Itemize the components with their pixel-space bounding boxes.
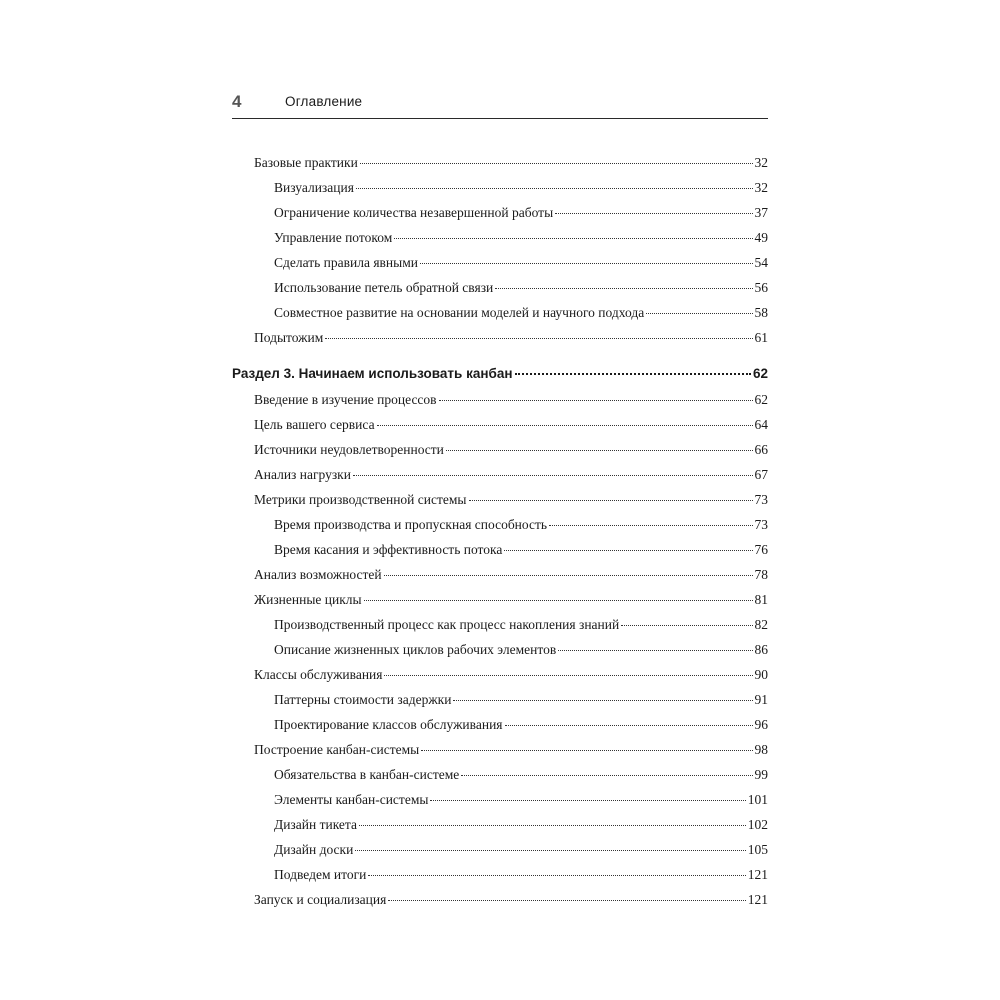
toc-entry-title: Дизайн тикета [274, 817, 357, 832]
dot-leader [446, 450, 753, 451]
toc-entry-page: 82 [754, 617, 768, 632]
toc-entry [254, 155, 768, 177]
toc-entry [274, 692, 768, 714]
toc-entry-page: 91 [754, 692, 768, 707]
toc-entry [274, 617, 768, 639]
dot-leader [368, 875, 745, 876]
toc-entry-title: Подытожим [254, 330, 324, 345]
toc-entry-page: 32 [754, 155, 768, 170]
dot-leader [359, 825, 746, 826]
toc-entry [274, 842, 768, 864]
toc-entry-page: 67 [754, 467, 768, 482]
dot-leader [504, 550, 752, 551]
toc-entry-page: 76 [754, 542, 768, 557]
toc-entry-page: 101 [747, 792, 768, 807]
toc-entry-title: Совместное развитие на основании моделей и научного подхода [274, 305, 645, 320]
toc-entry-page: 73 [754, 517, 768, 532]
toc-entry-page: 49 [754, 230, 768, 245]
toc-entry-page: 58 [754, 305, 768, 320]
toc-entry-title: Проектирование классов обслуживания [274, 717, 503, 732]
toc-entry-title: Подведем итоги [274, 867, 367, 882]
toc-entry [274, 230, 768, 252]
toc-entry-page: 37 [754, 205, 768, 220]
toc-entry [274, 792, 768, 814]
toc-entry-title: Паттерны стоимости задержки [274, 692, 452, 707]
dot-leader [515, 373, 751, 375]
toc-entry [274, 180, 768, 202]
toc-entry-page: 105 [747, 842, 768, 857]
toc-entry-title: Запуск и социализация [254, 892, 387, 907]
toc-entry-title: Сделать правила явными [274, 255, 418, 270]
dot-leader [364, 600, 753, 601]
toc-entry-page: 81 [754, 592, 768, 607]
toc-entry-page: 90 [754, 667, 768, 682]
running-head-title: Оглавление [285, 94, 363, 109]
toc-entry [254, 417, 768, 439]
dot-leader [388, 900, 745, 901]
toc-entry [254, 592, 768, 614]
toc-entry-page: 96 [754, 717, 768, 732]
dot-leader [421, 750, 752, 751]
toc-entry [254, 567, 768, 589]
toc-section-heading [232, 366, 768, 388]
toc-entry-page: 102 [747, 817, 768, 832]
dot-leader [325, 338, 752, 339]
toc-entry-title: Источники неудовлетворенности [254, 442, 444, 457]
toc-entry-page: 61 [754, 330, 768, 345]
toc-entry-title: Построение канбан-системы [254, 742, 420, 757]
dot-leader [555, 213, 752, 214]
dot-leader [646, 313, 752, 314]
toc-entry [274, 642, 768, 664]
running-head [232, 92, 768, 119]
toc-entry [274, 205, 768, 227]
dot-leader [355, 850, 745, 851]
dot-leader [469, 500, 753, 501]
toc-entry-title: Управление потоком [274, 230, 393, 245]
toc-entry-title: Анализ нагрузки [254, 467, 351, 482]
dot-leader [549, 525, 752, 526]
toc-entry-page: 121 [747, 867, 768, 882]
dot-leader [420, 263, 753, 264]
toc-entry [274, 255, 768, 277]
toc-entry-title: Визуализация [274, 180, 354, 195]
toc-entry-title: Базовые практики [254, 155, 358, 170]
dot-leader [453, 700, 752, 701]
toc-entry [274, 717, 768, 739]
toc-entry-title: Цель вашего сервиса [254, 417, 375, 432]
dot-leader [356, 188, 753, 189]
toc-entry [254, 742, 768, 764]
toc-entry-title: Описание жизненных циклов рабочих элементов [274, 642, 557, 657]
toc-entry-title: Обязательства в канбан-системе [274, 767, 460, 782]
toc-entry-page: 62 [752, 366, 768, 381]
toc-entry-page: 62 [754, 392, 768, 407]
dot-leader [621, 625, 752, 626]
dot-leader [495, 288, 752, 289]
toc-entry-title: Дизайн доски [274, 842, 354, 857]
toc-entry-title: Использование петель обратной связи [274, 280, 494, 295]
toc-entry-page: 56 [754, 280, 768, 295]
toc-entry [254, 330, 768, 352]
toc-entry-page: 32 [754, 180, 768, 195]
toc-entry [274, 867, 768, 889]
dot-leader [505, 725, 753, 726]
dot-leader [461, 775, 752, 776]
toc-entry-page: 121 [747, 892, 768, 907]
dot-leader [558, 650, 752, 651]
toc-entry-page: 66 [754, 442, 768, 457]
toc-entry-title: Ограничение количества незавершенной работы [274, 205, 554, 220]
toc-entry [254, 392, 768, 414]
toc-entry-title: Анализ возможностей [254, 567, 382, 582]
toc-entry-title: Раздел 3. Начинаем использовать канбан [232, 366, 513, 381]
toc-entry [254, 492, 768, 514]
toc-entry [274, 542, 768, 564]
toc-entry [254, 892, 768, 914]
dot-leader [439, 400, 753, 401]
toc-entry [254, 467, 768, 489]
toc-entry-page: 99 [754, 767, 768, 782]
dot-leader [360, 163, 753, 164]
dot-leader [394, 238, 752, 239]
toc-entry-title: Время производства и пропускная способность [274, 517, 548, 532]
toc-entry-title: Введение в изучение процессов [254, 392, 437, 407]
toc-entry [274, 767, 768, 789]
toc-entry-page: 73 [754, 492, 768, 507]
dot-leader [384, 675, 752, 676]
dot-leader [353, 475, 753, 476]
toc-entry [274, 817, 768, 839]
toc-entry-page: 98 [754, 742, 768, 757]
toc-entry-page: 86 [754, 642, 768, 657]
toc-entry-title: Метрики производственной системы [254, 492, 467, 507]
toc-entry-title: Время касания и эффективность потока [274, 542, 503, 557]
toc-entry-page: 54 [754, 255, 768, 270]
dot-leader [377, 425, 753, 426]
dot-leader [384, 575, 753, 576]
toc-entry-page: 64 [754, 417, 768, 432]
toc-entry-title: Элементы канбан-системы [274, 792, 429, 807]
page-number: 4 [232, 92, 242, 111]
toc-entry-title: Производственный процесс как процесс накопления знаний [274, 617, 620, 632]
toc-entry [274, 517, 768, 539]
toc-entry [274, 280, 768, 302]
toc-entry-title: Жизненные циклы [254, 592, 362, 607]
toc-entry [274, 305, 768, 327]
dot-leader [430, 800, 745, 801]
toc-entry-page: 78 [754, 567, 768, 582]
toc-entry-title: Классы обслуживания [254, 667, 383, 682]
toc-entry [254, 667, 768, 689]
toc-entry [254, 442, 768, 464]
